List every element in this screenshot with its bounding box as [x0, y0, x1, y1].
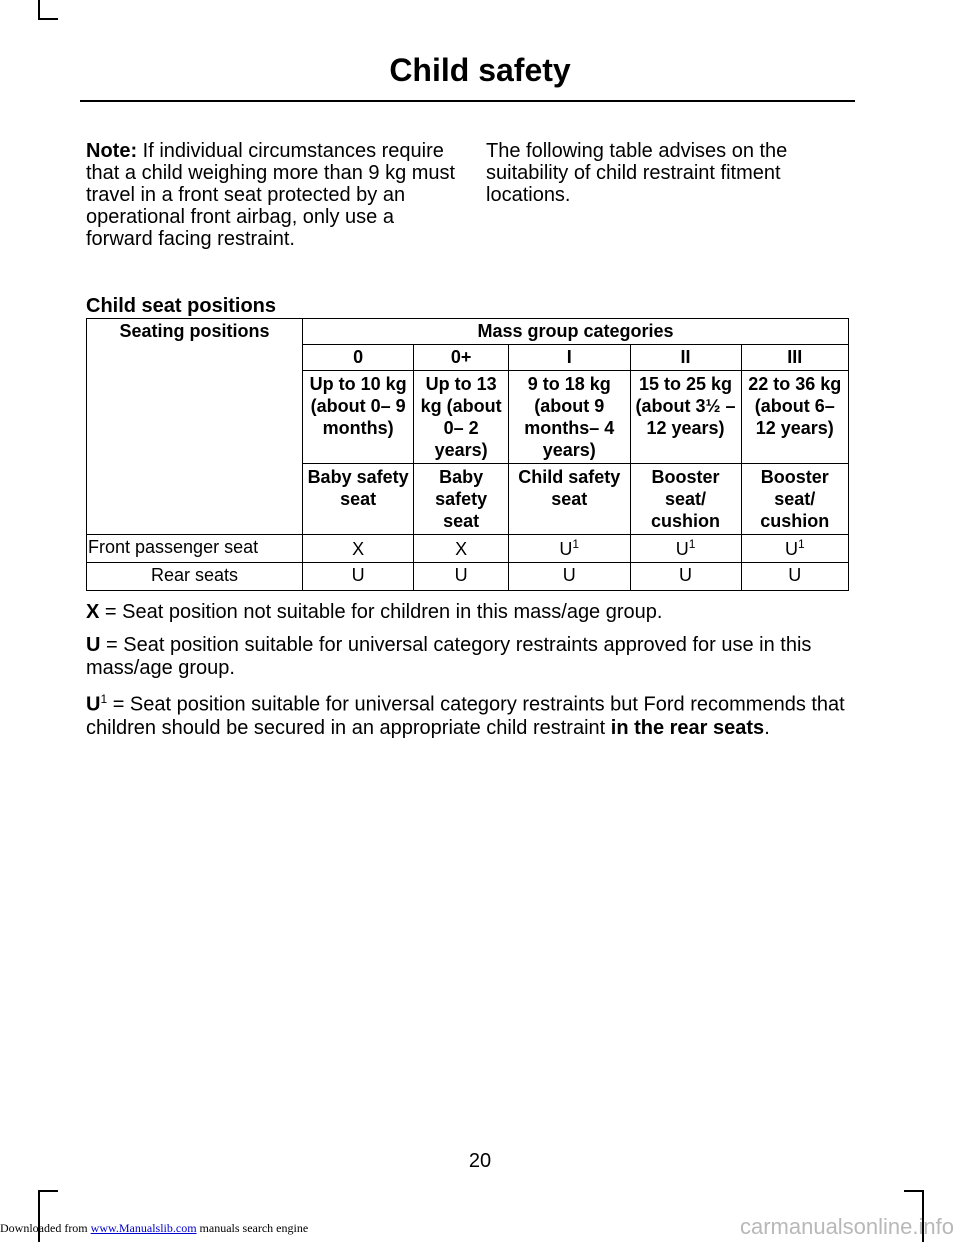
group-range: Up to 13 kg (about 0– 2 years) [414, 371, 509, 464]
table-cell: U [630, 563, 741, 591]
group-range: Up to 10 kg (about 0– 9 months) [303, 371, 414, 464]
table-row [87, 563, 849, 591]
crop-mark [904, 1190, 924, 1192]
seat-type: Booster seat/ cushion [630, 464, 741, 535]
legend-u: U = Seat position suitable for universal category restraints approved for use in this mass/age group. [86, 634, 812, 679]
table-cell: $U^1$ [741, 535, 848, 563]
table-cell: U [303, 563, 414, 591]
group-range: 22 to 36 kg (about 6– 12 years) [741, 371, 848, 464]
page-title: Child safety [389, 52, 571, 88]
seat-type: Baby safety seat [414, 464, 509, 535]
seat-type: Booster seat/ cushion [741, 464, 848, 535]
page-number: 20 [468, 1150, 492, 1172]
group-code: II [630, 345, 741, 371]
row-label: Front passenger seat [87, 535, 303, 563]
section-heading: Child seat positions [86, 295, 277, 317]
note-paragraph [86, 140, 456, 250]
table-cell: X [303, 535, 414, 563]
table-cell: U [509, 563, 630, 591]
group-range: 9 to 18 kg (about 9 months– 4 years) [509, 371, 630, 464]
intro-paragraph: The following table advises on the suitability of child restraint fitment locations. [486, 140, 788, 206]
table-row [87, 535, 849, 563]
mass-group-header: Mass group categories [303, 319, 849, 345]
group-code: I [509, 345, 630, 371]
manualslib-link[interactable]: www.Manualslib.com [90, 1221, 197, 1235]
seating-positions-header: Seating positions [87, 319, 303, 535]
group-code: 0+ [414, 345, 509, 371]
table-cell: U [741, 563, 848, 591]
row-label: Rear seats [87, 563, 303, 591]
table-cell: U [414, 563, 509, 591]
download-footer: Downloaded from www.Manualslib.com manuals search engine [0, 1221, 309, 1235]
table-cell: X [414, 535, 509, 563]
seat-type: Baby safety seat [303, 464, 414, 535]
group-code: III [741, 345, 848, 371]
crop-mark [38, 18, 58, 20]
table-cell: $U^1$ [630, 535, 741, 563]
group-range: 15 to 25 kg (about 3½ – 12 years) [630, 371, 741, 464]
seat-type: Child safety seat [509, 464, 630, 535]
crop-mark [38, 0, 40, 20]
note-text: If individual circumstances require that a child weighing more than 9 kg must travel in a front seat protected by an operational front airbag, only use a forward facing restraint. [86, 140, 456, 250]
watermark: carmanualsonline.info [739, 1214, 954, 1239]
title-divider [80, 100, 855, 102]
group-code: 0 [303, 345, 414, 371]
crop-mark [38, 1190, 58, 1192]
legend-u1: $U^1$ = Seat position suitable for universal category restraints but Ford recommends that children should be secured in an appropriate child restraint in the rear seats. [86, 692, 845, 739]
note-label: Note: [86, 140, 138, 162]
legend-x: X = Seat position not suitable for children in this mass/age group. [86, 601, 663, 623]
child-seat-table [86, 318, 849, 591]
table-cell: $U^1$ [509, 535, 630, 563]
